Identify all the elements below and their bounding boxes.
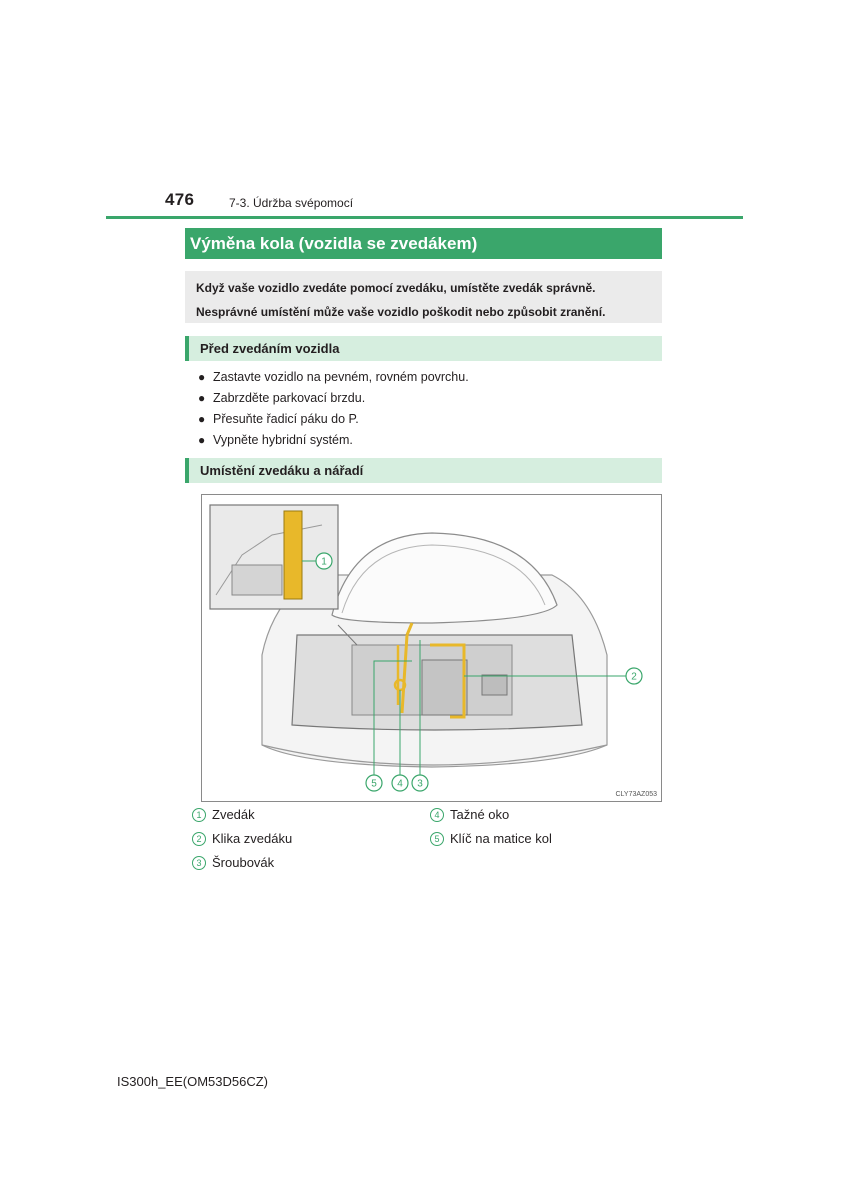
- bullet-icon: ●: [198, 369, 206, 384]
- svg-text:1: 1: [321, 556, 327, 568]
- page-number: 476: [165, 190, 195, 209]
- list-item: ● Vypněte hybridní systém.: [198, 432, 353, 447]
- trunk-drawing: [202, 495, 662, 802]
- list-item: ● Zabrzděte parkovací brzdu.: [198, 390, 366, 405]
- warning-line-2: Nesprávné umístění může vaše vozidlo poškodit nebo způsobit zranění.: [196, 305, 606, 319]
- callout-3: [412, 775, 428, 791]
- before-lifting-list: [198, 366, 469, 450]
- list-item: ● Přesuňte řadicí páku do P.: [198, 411, 359, 426]
- legend-label: Tažné oko: [450, 807, 510, 822]
- legend-label: Klíč na matice kol: [450, 831, 552, 846]
- header-divider: [106, 216, 743, 219]
- callout-2: [626, 668, 642, 684]
- section-title: Výměna kola (vozidla se zvedákem): [185, 228, 662, 259]
- legend-item: [430, 831, 552, 846]
- footer-model-code: IS300h_EE(OM53D56CZ): [117, 1074, 269, 1089]
- callout-4: [392, 775, 408, 791]
- legend-item: [430, 807, 509, 822]
- legend-item: [192, 807, 255, 822]
- inset-battery: [232, 565, 282, 595]
- trunk-illustration: [201, 494, 662, 802]
- legend-item: [192, 855, 274, 870]
- list-item: ● Zastavte vozidlo na pevném, rovném povrchu.: [198, 369, 469, 384]
- spare-compartment: [422, 660, 467, 715]
- jack-shape: [284, 511, 302, 599]
- legend-number: 4: [430, 808, 444, 822]
- svg-text:4: 4: [397, 778, 403, 790]
- tool-tray: [482, 675, 507, 695]
- warning-box: [185, 271, 662, 323]
- legend-number: 2: [192, 832, 206, 846]
- legend-label: Zvedák: [212, 807, 255, 822]
- warning-line-1: Když vaše vozidlo zvedáte pomocí zvedáku, umístěte zvedák správně.: [196, 281, 596, 295]
- svg-text:2: 2: [631, 671, 637, 683]
- jack-location-heading: Umístění zvedáku a nářadí: [185, 458, 662, 483]
- section-reference: 7-3. Údržba svépomocí: [229, 196, 354, 210]
- bullet-icon: ●: [198, 432, 206, 447]
- legend-label: Šroubovák: [212, 855, 275, 870]
- legend-label: Klika zvedáku: [212, 831, 293, 846]
- trunk-lid: [332, 533, 557, 623]
- bullet-icon: ●: [198, 390, 206, 405]
- callout-5: [366, 775, 382, 791]
- svg-text:3: 3: [417, 778, 423, 790]
- before-lifting-heading: Před zvedáním vozidla: [185, 336, 662, 361]
- bullet-icon: ●: [198, 411, 206, 426]
- legend-number: 5: [430, 832, 444, 846]
- svg-text:5: 5: [371, 778, 377, 790]
- figure-code: CLY73AZ053: [615, 791, 657, 798]
- legend-item: [192, 831, 292, 846]
- legend-number: 1: [192, 808, 206, 822]
- legend-number: 3: [192, 856, 206, 870]
- callout-1: [316, 553, 332, 569]
